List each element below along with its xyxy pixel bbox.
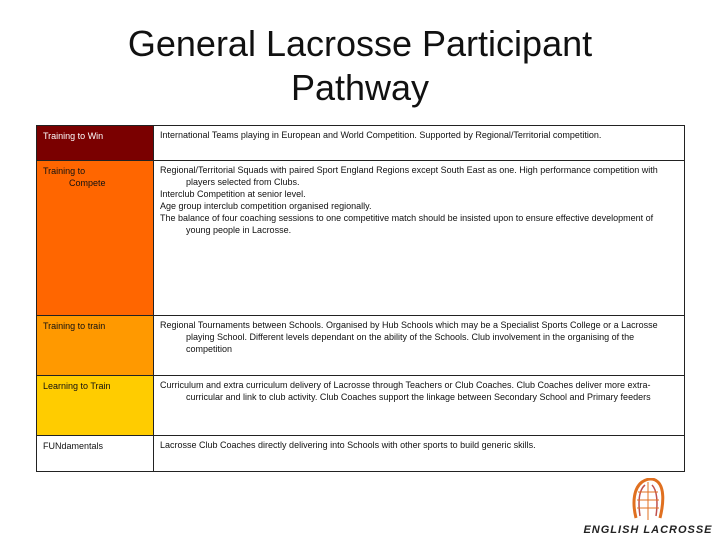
table-row <box>37 376 685 436</box>
stage-cell-train <box>37 316 154 376</box>
logo-text: ENGLISH LACROSSE <box>583 524 713 536</box>
stage-cell-compete <box>37 161 154 316</box>
slide-title: General Lacrosse Participant Pathway <box>127 23 593 108</box>
stage-label: Training to train <box>43 321 106 331</box>
description-cell <box>154 316 685 376</box>
table-row <box>37 161 685 316</box>
description-line: International Teams playing in European and World Competition. Supported by Regional/Territorial competition. <box>160 130 602 140</box>
description-line: The balance of four coaching sessions to one competitive match should be insisted upon to ensure effective development of young people in Lacrosse. <box>160 213 654 235</box>
description-line: Lacrosse Club Coaches directly delivering into Schools with other sports to build generic skills. <box>160 440 536 450</box>
table-row <box>37 316 685 376</box>
description-line: Curriculum and extra curriculum delivery of Lacrosse through Teachers or Club Coaches. Club Coaches deliver more extra-curricular and link to club activity. Club Coaches support the linkage between Secondary School and Primary feeders <box>160 380 651 402</box>
description-line: Age group interclub competition organised regionally. <box>160 201 372 211</box>
description-line: Regional Tournaments between Schools. Organised by Hub Schools which may be a Specialist Sports College or a Lacrosse playing School. Different levels dependant on the ability of the Schools. Club involvement in the organising of the competition <box>160 320 658 354</box>
stage-label: FUNdamentals <box>43 441 104 451</box>
pathway-table <box>36 125 685 472</box>
description-cell <box>154 126 685 161</box>
english-lacrosse-logo <box>576 478 720 540</box>
description-cell <box>154 436 685 472</box>
stage-label: Learning to Train <box>43 381 111 391</box>
stage-cell-win <box>37 126 154 161</box>
description-line: Regional/Territorial Squads with paired Sport England Regions except South East as one. High performance competition with players selected from Clubs. <box>160 165 658 187</box>
table-row <box>37 126 685 161</box>
stage-cell-fundamentals <box>37 436 154 472</box>
description-cell <box>154 376 685 436</box>
stage-cell-learning <box>37 376 154 436</box>
stage-label: Training to Compete <box>43 166 106 188</box>
description-line: Interclub Competition at senior level. <box>160 189 306 199</box>
lacrosse-stick-icon <box>576 478 720 524</box>
stage-label: Training to Win <box>43 131 104 141</box>
table-row <box>37 436 685 472</box>
description-cell <box>154 161 685 316</box>
